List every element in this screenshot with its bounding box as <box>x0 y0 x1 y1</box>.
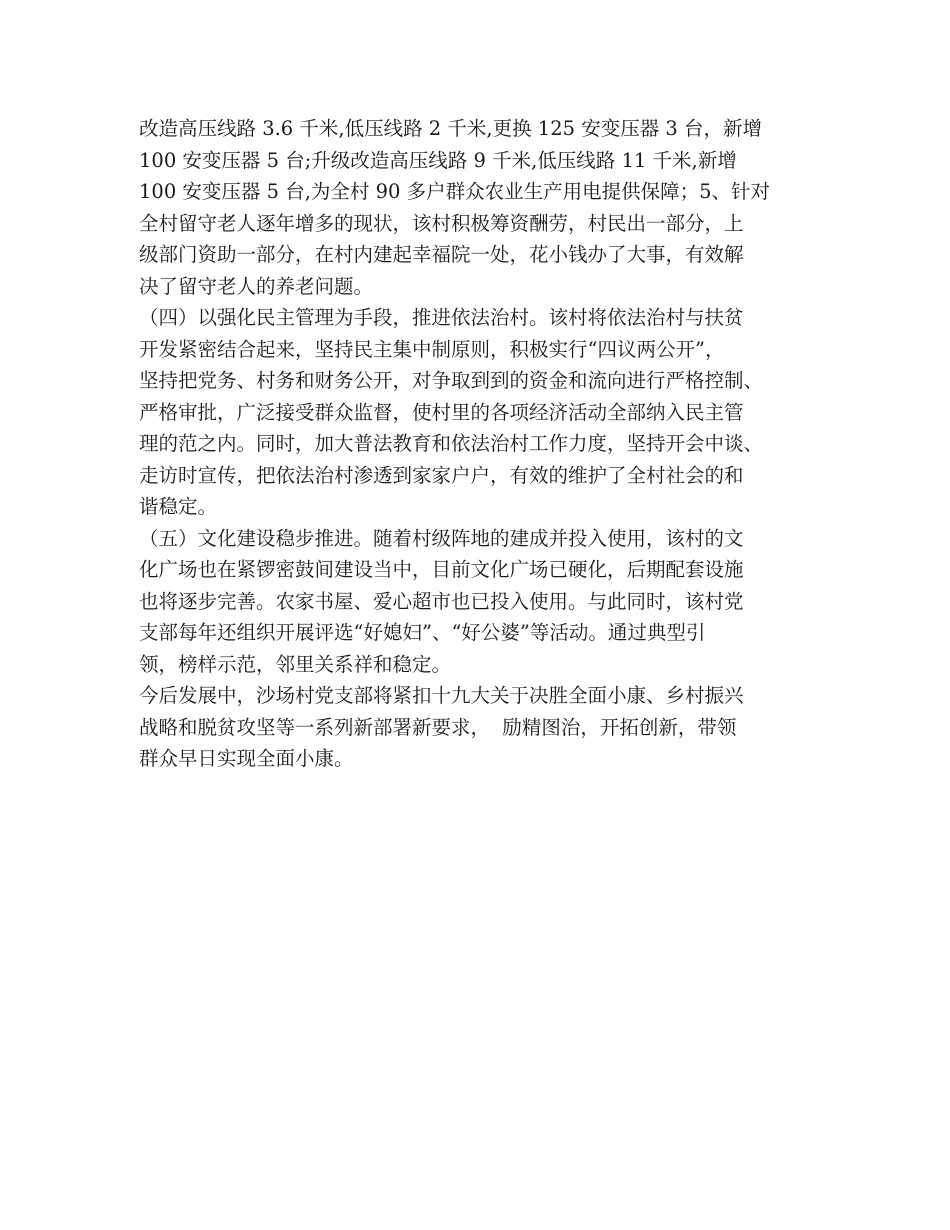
text-line: 领，榜样示范，邻里关系祥和稳定。 <box>139 652 452 676</box>
text-line: 坚持把党务、村务和财务公开，对争取到到的资金和流向进行严格控制、 <box>139 369 764 392</box>
paragraph-1 <box>139 113 819 302</box>
text-line: 全村留守老人逐年增多的现状，该村积极筹资酬劳，村民出一部分，上 <box>139 211 744 235</box>
paragraph-conclusion <box>139 680 819 775</box>
text-line: （四）以强化民主管理为手段，推进依法治村。该村将依法治村与扶贫 <box>139 306 744 329</box>
text-line: 今后发展中，沙场村党支部将紧扣十九大关于决胜全面小康、乡村振兴 <box>139 684 744 707</box>
text-line: 决了留守老人的养老问题。 <box>139 274 374 298</box>
text-line: 战略和脱贫攻坚等一系列新部署新要求， 励精图治，开拓创新，带领 <box>139 715 737 739</box>
text-line: 开发紧密结合起来，坚持民主集中制原则，积极实行“四议两公开”， <box>139 337 725 361</box>
text-line: 100 安变压器 5 台;升级改造高压线路 9 千米,低压线路 11 千米,新增 <box>139 148 737 172</box>
text-line: 改造高压线路 3.6 千米,低压线路 2 千米,更换 125 安变压器 3 台，新增 <box>139 117 763 140</box>
text-line: 化广场也在紧锣密鼓间建设当中，目前文化广场已硬化，后期配套设施 <box>139 558 744 581</box>
text-line: （五）文化建设稳步推进。随着村级阵地的建成并投入使用，该村的文 <box>139 526 744 550</box>
text-line: 级部门资助一部分，在村内建起幸福院一处，花小钱办了大事，有效解 <box>139 243 744 266</box>
text-line: 支部每年还组织开展评选“好媳妇”、“好公婆”等活动。通过典型引 <box>139 621 706 644</box>
document-body <box>139 113 819 775</box>
paragraph-section-5 <box>139 523 819 681</box>
text-line: 也将逐步完善。农家书屋、爱心超市也已投入使用。与此同时，该村党 <box>139 589 744 613</box>
text-line: 群众早日实现全面小康。 <box>139 747 354 770</box>
text-line: 理的范之内。同时，加大普法教育和依法治村工作力度，坚持开会中谈、 <box>139 432 764 455</box>
text-line: 100 安变压器 5 台,为全村 90 多户群众农业生产用电提供保障；5、针对 <box>139 180 771 203</box>
text-line: 走访时宣传，把依法治村渗透到家家户户，有效的维护了全村社会的和 <box>139 463 744 487</box>
text-line: 严格审批，广泛接受群众监督，使村里的各项经济活动全部纳入民主管 <box>139 400 744 424</box>
text-line: 谐稳定。 <box>139 495 218 518</box>
paragraph-section-4 <box>139 302 819 523</box>
